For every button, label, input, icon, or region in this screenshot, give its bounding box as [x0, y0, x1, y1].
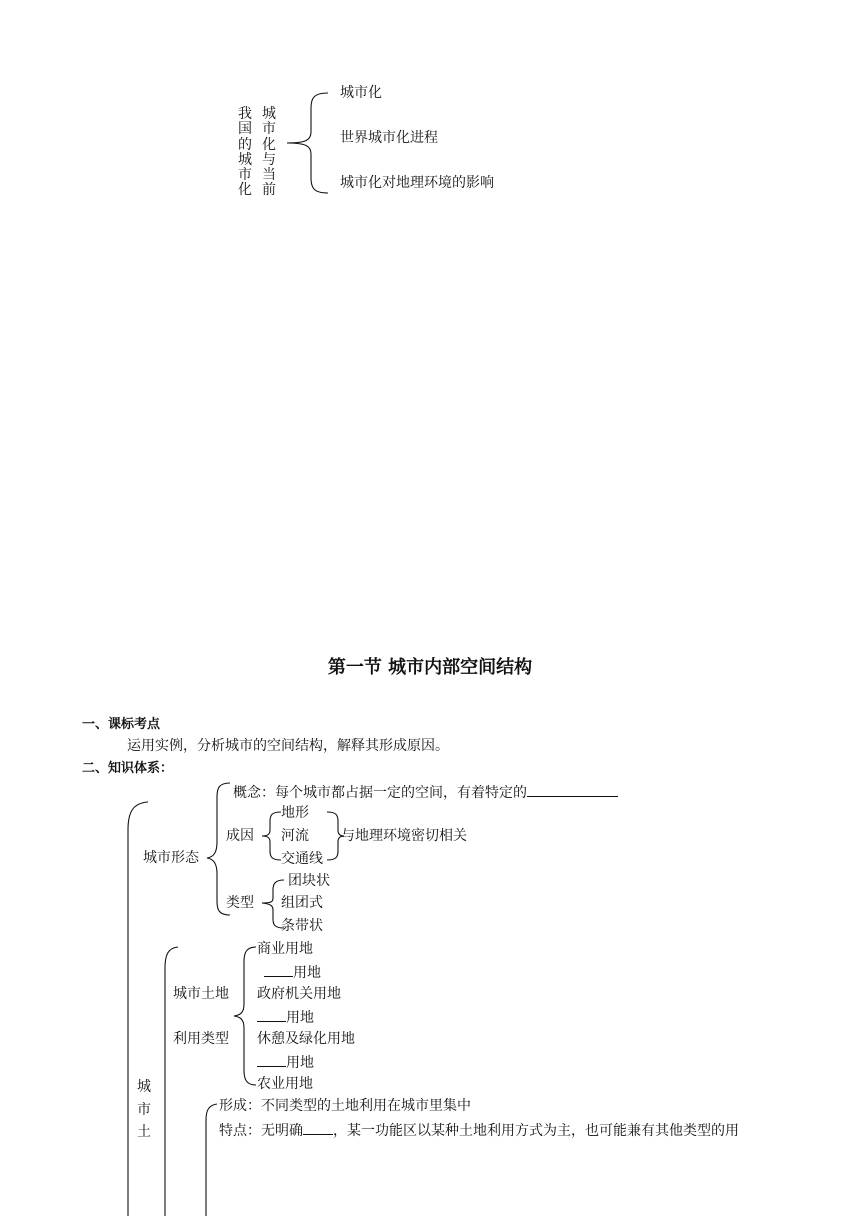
- top-item-environment-impact: 城市化对地理环境的影响: [340, 175, 494, 191]
- root-char: 化: [262, 136, 276, 153]
- type-compact: 团块状: [288, 873, 330, 889]
- cause-river: 河流: [281, 828, 309, 844]
- zone-feature: [219, 1122, 739, 1138]
- feature-suffix: ，某一功能区以某种土地利用方式为主，也可能兼有其他类型的用: [333, 1123, 739, 1139]
- heading-curriculum-points: 一、课标考点: [82, 717, 161, 732]
- top-outline-brace: [287, 93, 328, 193]
- landuse-suffix: 用地: [293, 965, 321, 981]
- type-cluster: 组团式: [281, 895, 323, 911]
- landuse-suffix: 用地: [286, 1010, 314, 1026]
- vertical-char: 土: [137, 1124, 151, 1140]
- feature-blank: [303, 1122, 333, 1135]
- root-char: 国: [238, 121, 252, 138]
- landuse-commercial: 商业用地: [257, 941, 313, 957]
- vertical-char: 市: [137, 1101, 151, 1118]
- feature-prefix: 特点：无明确: [219, 1123, 303, 1139]
- zone-bracket: [206, 1104, 217, 1216]
- root-char: 前: [262, 182, 276, 199]
- top-item-world-process: 世界城市化进程: [340, 130, 438, 146]
- landuse-label-line1: 城市土地: [173, 986, 229, 1002]
- root-char: 的: [238, 136, 252, 153]
- fill-blank: [257, 1054, 286, 1067]
- concept-blank: [527, 784, 618, 797]
- type-strip: 条带状: [281, 918, 323, 934]
- root-char: 化: [238, 182, 252, 199]
- zone-formation: 形成：不同类型的土地利用在城市里集中: [219, 1098, 471, 1114]
- landuse-recreation-green: 休憩及绿化用地: [257, 1031, 355, 1047]
- root-char: 城: [262, 106, 276, 122]
- concept-text: 概念：每个城市都占据一定的空间，有着特定的: [233, 785, 527, 801]
- vertical-char: 城: [137, 1079, 151, 1095]
- top-item-urbanization: 城市化: [340, 85, 382, 101]
- fill-blank: [257, 1009, 286, 1022]
- left-vertical-label: [136, 1076, 152, 1144]
- root-char: 市: [238, 167, 252, 184]
- landuse-label-line2: 利用类型: [173, 1031, 229, 1047]
- top-root-column-1: [237, 107, 253, 199]
- cause-transport: 交通线: [281, 851, 323, 867]
- root-char: 与: [262, 151, 276, 168]
- root-char: 城: [238, 151, 252, 168]
- morphology-concept: [233, 784, 618, 800]
- landuse-suffix: 用地: [286, 1055, 314, 1071]
- cause-brace: [262, 812, 281, 860]
- root-char: 我: [238, 106, 252, 122]
- top-root-column-2: [261, 107, 277, 199]
- root-char: 当: [262, 167, 276, 184]
- landuse-agriculture: 农业用地: [257, 1076, 313, 1092]
- root-char: 市: [262, 121, 276, 138]
- landuse-blank-2: [257, 1009, 314, 1025]
- curriculum-standard-text: 运用实例，分析城市的空间结构，解释其形成原因。: [127, 738, 449, 754]
- landuse-blank-1: [264, 964, 321, 980]
- heading-knowledge-system: 二、知识体系：: [82, 761, 174, 776]
- cause-label: 成因: [226, 828, 254, 844]
- morphology-label: 城市形态: [143, 850, 199, 866]
- cause-note: 与地理环境密切相关: [341, 828, 467, 844]
- section-title: 第一节 城市内部空间结构: [327, 657, 533, 678]
- landuse-brace: [234, 947, 256, 1085]
- fill-blank: [264, 964, 293, 977]
- type-label: 类型: [226, 895, 254, 911]
- landuse-government: 政府机关用地: [257, 986, 341, 1002]
- landuse-blank-3: [257, 1054, 314, 1070]
- cause-terrain: 地形: [281, 805, 309, 821]
